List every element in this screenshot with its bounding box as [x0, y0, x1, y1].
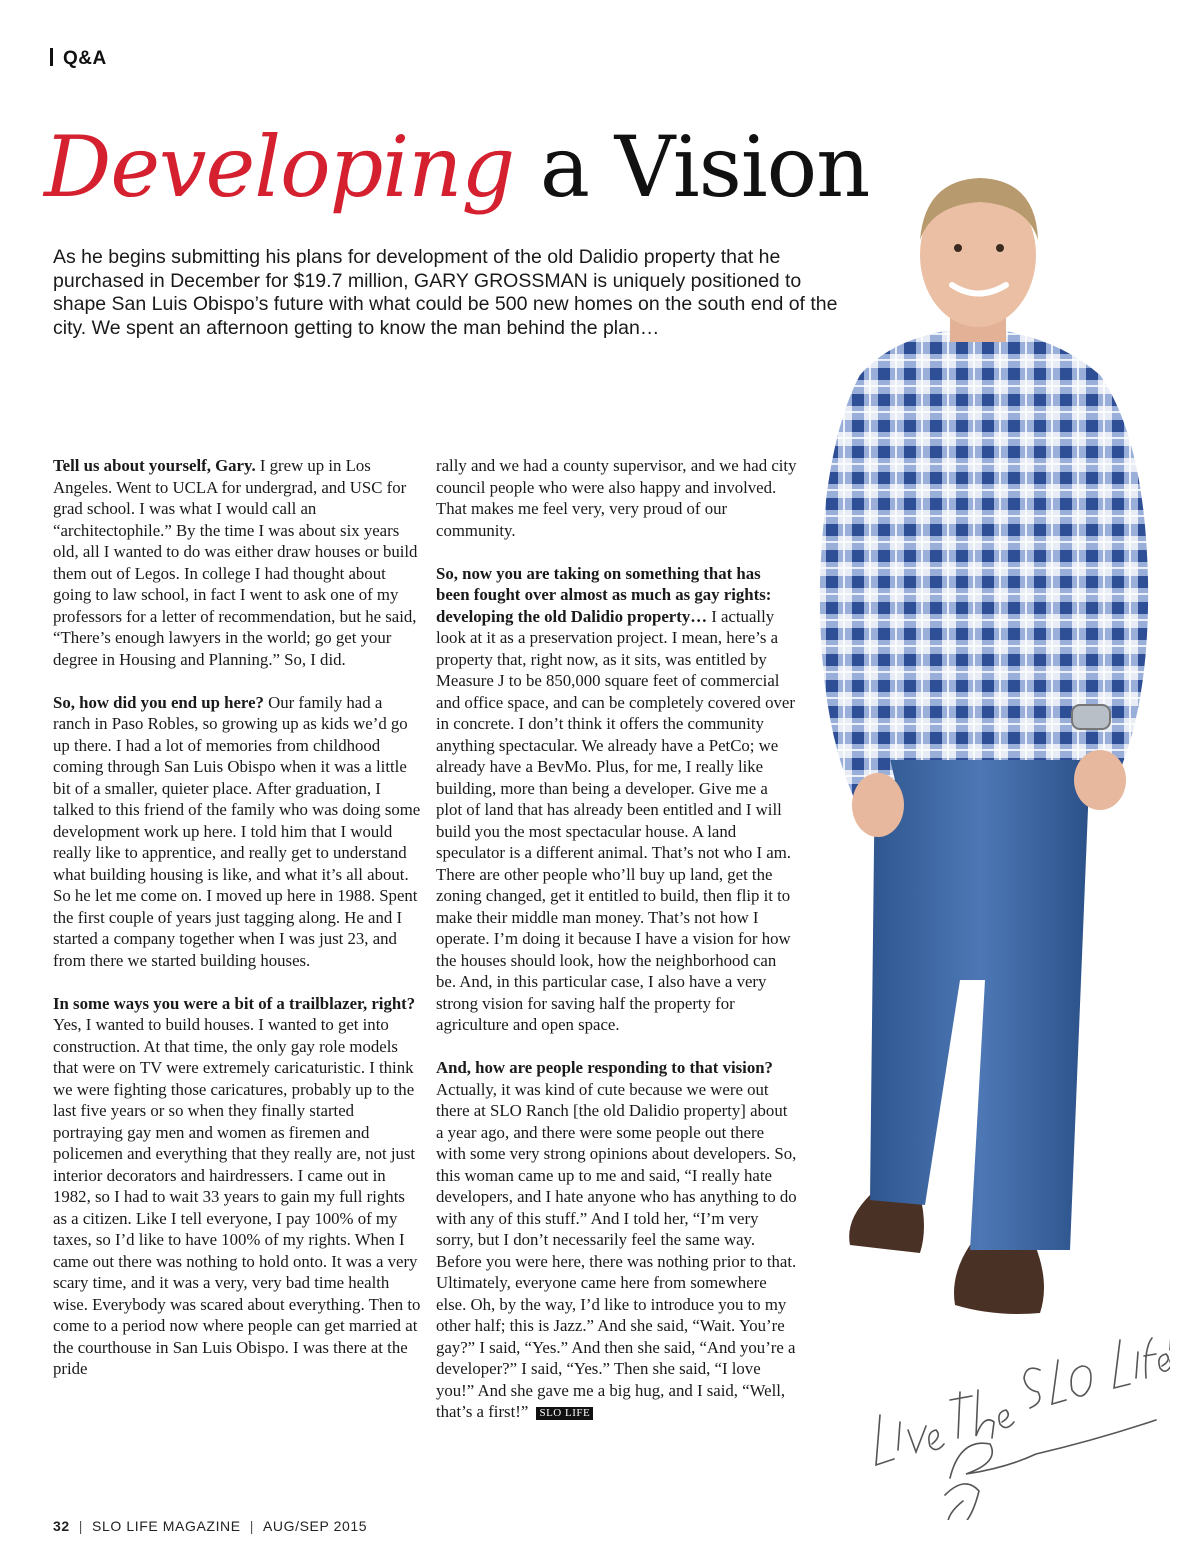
qa-block — [53, 455, 421, 670]
end-mark: SLO LIFE — [536, 1407, 593, 1420]
footer-separator: | — [249, 1518, 254, 1534]
question: So, how did you end up here? — [53, 692, 264, 712]
section-label: Q&A — [63, 48, 107, 69]
article-dek: As he begins submitting his plans for development of the old Dalidio property that he purchased in December for $19.7 million, GARY GROSSMAN is uniquely positioned to shape San Luis Obispo’s future with what could be 500 new homes on the south end of the city. We spent an afternoon getting to know the man behind the plan… — [53, 246, 838, 339]
person-figure — [820, 178, 1148, 1314]
portrait-photo — [800, 160, 1170, 1520]
issue-date: AUG/SEP 2015 — [262, 1518, 368, 1534]
qa-block — [436, 563, 798, 1036]
page-number: 32 — [53, 1518, 70, 1534]
question: Tell us about yourself, Gary. — [53, 456, 256, 475]
qa-block — [53, 692, 421, 972]
question: In some ways you were a bit of a trailblazer, right? — [53, 993, 416, 1013]
jeans — [870, 760, 1090, 1250]
left-eye — [954, 244, 962, 252]
right-shoe — [954, 1245, 1044, 1314]
page-title — [44, 112, 869, 222]
answer: I grew up in Los Angeles. Went to UCLA for undergrad, and USC for grad school. I was what I would call an “architectophile.” By the time I was about six years old, all I wanted to do was either draw houses or build them out of Legos. In college I had thought about going to law school, in fact I went to ask one of my professors for a letter of recommendation, but he said, “There’s enough lawyers in the world; go get your degree in Housing and Planning.” So, I did. — [53, 456, 418, 669]
section-tag — [50, 48, 107, 70]
page-footer — [53, 1518, 367, 1534]
plaid-shirt — [845, 330, 1120, 760]
answer: Actually, it was kind of cute because we were out there at SLO Ranch [the old Dalidio property] about a year ago, and there were some people out there with some very strong opinions about developers. So, this woman came up to me and said, “I really hate developers, and I hate anyone who has anything to do with any of this stuff.” And I told her, “I’m very sorry, but I don’t necessarily feel the same way. Before you were here, there was nothing prior to that. Ultimately, everyone came here from somewhere else. Oh, by the way, I’d like to introduce you to my other half; this is Jazz.” And she said, “Wait. You’re gay?” I said, “Yes.” And then she said, “And you’re a developer?” I said, “Yes.” Then she said, “I love you!” And she gave me a big hug, and I said, “Well, that’s a first!” — [436, 1079, 797, 1421]
headline-accent: Developing — [44, 118, 515, 216]
right-hand — [1074, 750, 1126, 810]
qa-block — [436, 1057, 798, 1423]
publication-name: SLO LIFE MAGAZINE — [92, 1518, 241, 1534]
answer: Our family had a ranch in Paso Robles, so growing up as kids we’d go up there. I had a lot of memories from childhood coming through San Luis Obispo when it was a little bit of a smaller, quieter place. After graduation, I talked to this friend of the family who was doing some development work up here. I told him that I would really like to apprentice, and really get to understand what building housing is like, and what it’s all about. So he let me come on. I moved up here in 1988. Spent the first couple of years just tagging along. He and I started a company together when I was just 23, and from there we started building houses. — [53, 692, 421, 970]
article-column-right — [436, 455, 798, 1444]
headline-rest: a Vision — [539, 118, 870, 216]
question: So, now you are taking on something that has been fought over almost as much as gay rights: developing the old Dalidio property… — [436, 563, 772, 626]
right-eye — [996, 244, 1004, 252]
question: And, how are people responding to that vision? — [436, 1058, 773, 1077]
article-column-left — [53, 455, 421, 1401]
answer-continued: rally and we had a county supervisor, and we had city council people who were also happy and involved. That makes me feel very, very proud of our community. — [436, 456, 797, 540]
footer-separator: | — [78, 1518, 84, 1534]
section-tag-bar — [50, 48, 53, 66]
answer: Yes, I wanted to build houses. I wanted to get into construction. At that time, the only gay role models that were on TV were extremely caricaturistic. I think we were fighting those caricatures, probably up to the last five years or so when they finally started portraying gay men and women as firemen and policemen and everything that they really are, not just interior decorators and hairdressers. I came out in 1982, so I had to wait 33 years to gain my full rights as a citizen. Like I tell everyone, I pay 100% of my taxes, so I’d like to have 100% of my rights. When I came out there was nothing to hold onto. It was a very scary time, and it was a very, very bad time health wise. Everybody was scared about everything. Then to come to a period now where people can get married at the courthouse in San Luis Obispo. I was there at the pride — [53, 1015, 421, 1378]
qa-block — [53, 993, 421, 1380]
left-hand — [852, 773, 904, 837]
watch — [1072, 705, 1110, 729]
answer: I actually look at it as a preservation project. I mean, here’s a property that, right now, as it sits, was entitled by Measure J to be 850,000 square feet of commercial and office space, and can be completely covered over in concrete. I don’t think it offers the community anything spectacular. We already have a PetCo; we already have a BevMo. Plus, for me, I really like building, more than being a developer. Give me a plot of land that has already been entitled and I will build you the most spectacular house. A land speculator is a different animal. That’s not who I am. There are other people who’ll buy up land, get the zoning changed, get it entitled to build, then flip it to make their middle man money. That’s not how I operate. I’m doing it because I have a vision for how the houses should look, how the neighborhood can be. And, in this particular case, I also have a very strong vision for saving half the property for agriculture and open space. — [436, 606, 795, 1034]
handwritten-signature — [876, 1320, 1170, 1520]
